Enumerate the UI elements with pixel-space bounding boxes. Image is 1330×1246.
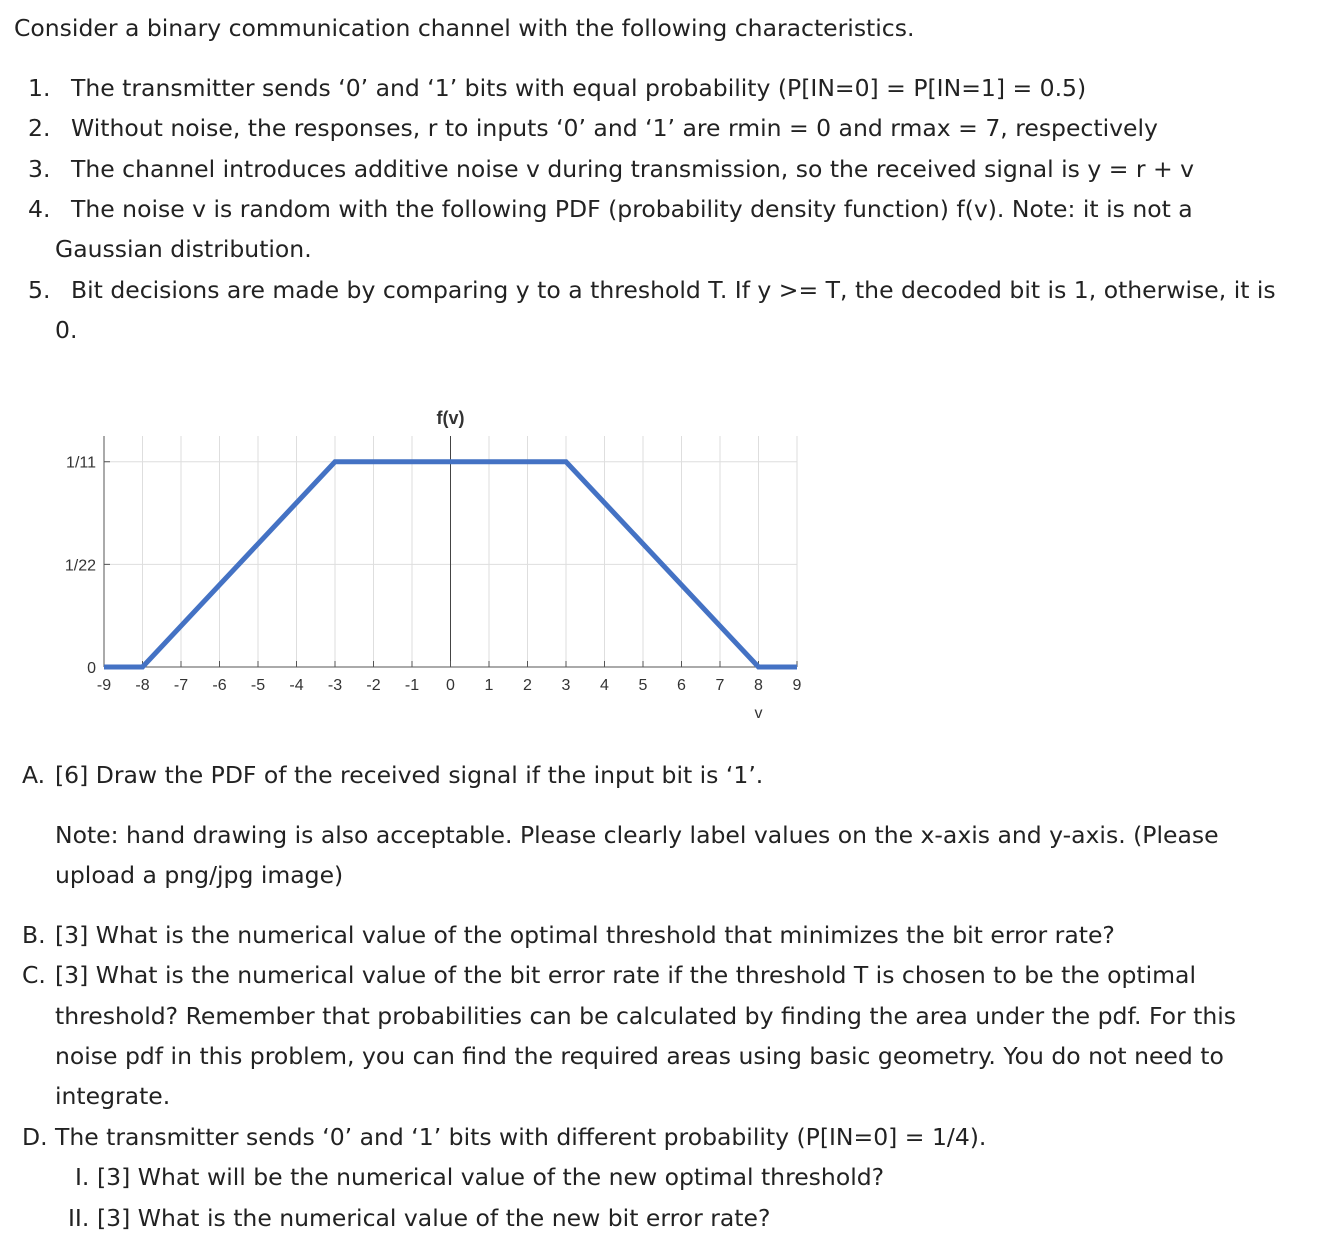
x-tick-label: 8 [754, 677, 763, 694]
list-item [28, 114, 1158, 142]
question-text: [3] What is the numerical value of the optimal threshold that minimizes the bit error rate? [55, 921, 1115, 949]
x-tick-label: 6 [677, 677, 686, 694]
x-tick-label: 9 [792, 677, 802, 694]
chart-labels [65, 408, 802, 722]
note-line: Note: hand drawing is also acceptable. Please clearly label values on the x-axis and y-axis. (Please [55, 821, 1219, 849]
question-d [22, 1123, 986, 1151]
x-tick-label: 2 [523, 677, 532, 694]
list-item [28, 195, 1193, 223]
intro-text: Consider a binary communication channel with the following characteristics. [14, 14, 915, 42]
list-text-continued: 0. [55, 316, 78, 344]
question-letter: D. [22, 1123, 48, 1151]
list-number: 4. [28, 195, 51, 223]
x-tick-label: -7 [173, 677, 189, 694]
question-letter: C. [22, 961, 46, 989]
question-c [22, 961, 1196, 989]
x-tick-label: -2 [366, 677, 381, 694]
question-text-continued: noise pdf in this problem, you can find the required areas using basic geometry. You do not need to [55, 1042, 1224, 1070]
list-text: Bit decisions are made by comparing y to a threshold T. If y >= T, the decoded bit is 1, otherwise, it is [71, 276, 1276, 304]
x-tick-label: -8 [135, 677, 150, 694]
x-tick-label: -4 [289, 677, 304, 694]
question-b [22, 921, 1115, 949]
list-text: Without noise, the responses, r to inputs ‘0’ and ‘1’ are rmin = 0 and rmax = 7, respectively [71, 114, 1158, 142]
sub-question-text: [3] What is the numerical value of the new bit error rate? [97, 1204, 771, 1232]
y-tick-label: 1/11 [66, 454, 96, 472]
list-text: The channel introduces additive noise v during transmission, so the received signal is y = r + v [71, 155, 1195, 183]
x-tick-label: 1 [484, 677, 494, 694]
list-text: The transmitter sends ‘0’ and ‘1’ bits with equal probability (P[IN=0] = P[IN=1] = 0.5) [71, 74, 1087, 102]
y-tick-label: 0 [87, 660, 96, 677]
list-number: 5. [28, 276, 51, 304]
list-item [28, 276, 1276, 304]
x-tick-label: 4 [600, 677, 609, 694]
x-tick-label: -3 [327, 677, 343, 694]
list-number: 2. [28, 114, 51, 142]
x-tick-label: 7 [715, 677, 725, 694]
x-tick-label: 3 [561, 677, 571, 694]
question-text-continued: threshold? Remember that probabilities can be calculated by finding the area under the pdf. For this [55, 1002, 1237, 1030]
note-line: upload a png/jpg image) [55, 861, 344, 889]
x-tick-label: -1 [404, 677, 420, 694]
list-text-continued: Gaussian distribution. [55, 235, 312, 263]
question-letter: A. [22, 761, 46, 789]
y-tick-label: 1/22 [64, 557, 96, 575]
x-tick-label: -6 [212, 677, 227, 694]
list-item [28, 155, 1194, 183]
x-tick-label: -5 [250, 677, 266, 694]
x-tick-label: -9 [96, 677, 112, 694]
question-text: The transmitter sends ‘0’ and ‘1’ bits with different probability (P[IN=0] = 1/4). [55, 1123, 987, 1151]
x-tick-label: 5 [638, 677, 648, 694]
chart-axes [104, 436, 797, 667]
noise-pdf-chart [0, 380, 820, 740]
x-tick-label: 0 [446, 677, 455, 694]
list-number: 1. [28, 74, 51, 102]
sub-question-number: II. [68, 1204, 90, 1232]
sub-question-text: [3] What will be the numerical value of the new optimal threshold? [97, 1163, 885, 1191]
question-letter: B. [22, 921, 46, 949]
sub-question-number: I. [75, 1163, 90, 1191]
sub-question-2 [68, 1204, 770, 1232]
question-text: [6] Draw the PDF of the received signal if the input bit is ‘1’. [55, 761, 764, 789]
list-number: 3. [28, 155, 51, 183]
chart-title: f(v) [436, 408, 465, 428]
question-text-continued: integrate. [55, 1082, 171, 1110]
question-a [22, 761, 763, 789]
sub-question-1 [75, 1163, 884, 1191]
x-axis-label: v [754, 705, 763, 722]
list-item [28, 74, 1086, 102]
question-text: [3] What is the numerical value of the bit error rate if the threshold T is chosen to be the optimal [55, 961, 1196, 989]
list-text: The noise v is random with the following PDF (probability density function) f(v). Note: it is not a [71, 195, 1193, 223]
